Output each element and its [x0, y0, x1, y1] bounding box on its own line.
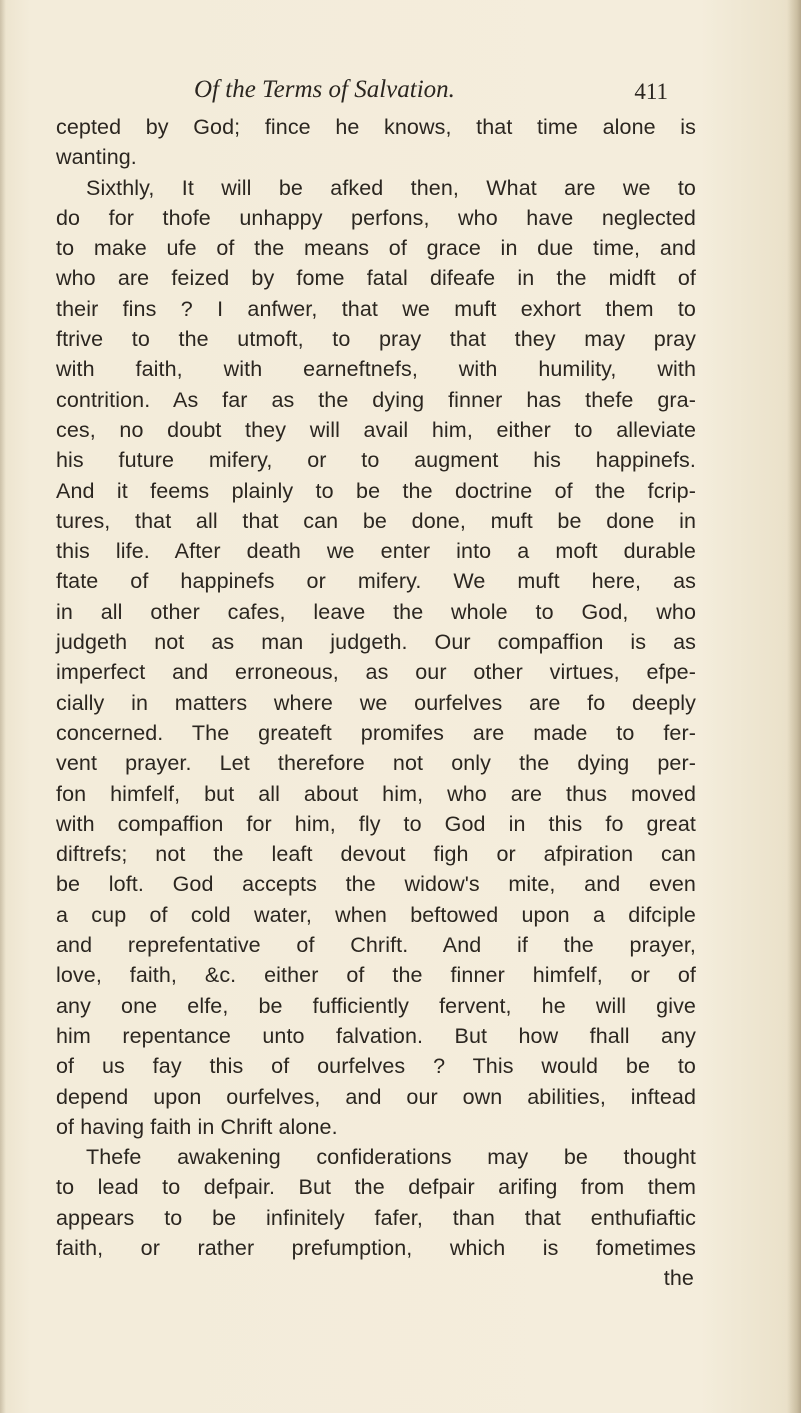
text-line: and reprefentative of Chrift. And if the prayer,	[56, 933, 696, 958]
text-line: ftrive to the utmoft, to pray that they may pray	[56, 327, 696, 352]
text-line: cially in matters where we ourfelves are fo deeply	[56, 690, 696, 715]
page-number: 411	[634, 79, 668, 104]
running-head-title: Of the Terms of Salvation.	[194, 76, 455, 103]
text-line: ces, no doubt they will avail him, either to alleviate	[56, 417, 696, 442]
text-line: cepted by God; fince he knows, that time alone is	[56, 115, 696, 139]
text-line: who are feized by fome fatal difeafe in the midft of	[56, 266, 696, 291]
text-line: him repentance unto falvation. But how fhall any	[56, 1023, 696, 1048]
text-line: a cup of cold water, when beftowed upon a difciple	[56, 902, 696, 927]
text-line: ftate of happinefs or mifery. We muft here, as	[56, 569, 696, 594]
text-line: to make ufe of the means of grace in due time, and	[56, 236, 696, 261]
text-line: tures, that all that can be done, muft be done in	[56, 508, 696, 533]
text-line: of us fay this of ourfelves ? This would be to	[56, 1054, 696, 1079]
text-line: Thefe awakening confiderations may be thought	[86, 1145, 696, 1170]
text-line: diftrefs; not the leaft devout figh or afpiration can	[56, 842, 696, 867]
page-spine-shadow	[787, 0, 801, 1413]
text-line: judgeth not as man judgeth. Our compaffion is as	[56, 630, 696, 655]
text-line: imperfect and erroneous, as our other virtues, efpe-	[56, 660, 696, 685]
text-line: do for thofe unhappy perfons, who have neglected	[56, 205, 696, 230]
text-line: Sixthly, It will be afked then, What are we to	[86, 175, 696, 200]
text-line: his future mifery, or to augment his happinefs.	[56, 448, 696, 473]
text-line: And it feems plainly to be the doctrine of the fcrip-	[56, 478, 696, 503]
text-line: with compaffion for him, fly to God in this fo great	[56, 811, 696, 836]
text-line: this life. After death we enter into a moft durable	[56, 539, 696, 564]
text-line: contrition. As far as the dying finner has thefe gra-	[56, 387, 696, 412]
text-line: concerned. The greateft promifes are made to fer-	[56, 720, 696, 745]
body-text	[56, 112, 696, 1294]
text-line: love, faith, &c. either of the finner himfelf, or of	[56, 963, 696, 988]
text-line: any one elfe, be fufficiently fervent, he will give	[56, 993, 696, 1018]
page-left-edge-shadow	[0, 0, 6, 1413]
text-line: with faith, with earneftnefs, with humility, with	[56, 357, 696, 382]
text-line: be loft. God accepts the widow's mite, and even	[56, 872, 696, 897]
text-line: depend upon ourfelves, and our own abilities, inftead	[56, 1084, 696, 1109]
text-line: fon himfelf, but all about him, who are thus moved	[56, 781, 696, 806]
text-line: to lead to defpair. But the defpair arifing from them	[56, 1175, 696, 1200]
text-line: faith, or rather prefumption, which is fometimes	[56, 1235, 696, 1260]
text-line: vent prayer. Let therefore not only the dying per-	[56, 751, 696, 776]
catchword: the	[663, 1266, 694, 1291]
text-line: wanting.	[56, 145, 137, 170]
text-line: their fins ? I anfwer, that we muft exhort them to	[56, 296, 696, 321]
text-line: of having faith in Chrift alone.	[56, 1114, 338, 1139]
text-line: in all other cafes, leave the whole to God, who	[56, 599, 696, 624]
text-line: appears to be infinitely fafer, than that enthufiaftic	[56, 1205, 696, 1230]
